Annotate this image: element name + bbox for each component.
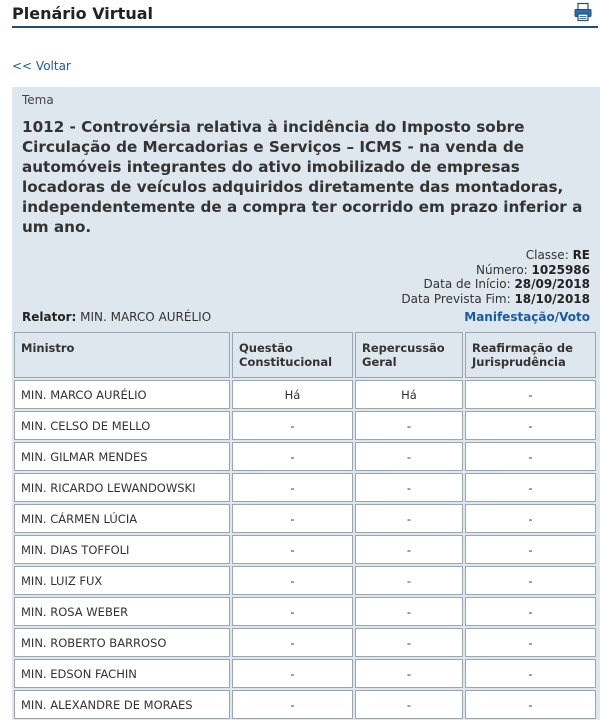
repercussao-geral-vote: Há: [355, 380, 463, 409]
ministro-name: MIN. ROSA WEBER: [14, 597, 230, 626]
questao-constitucional-vote: -: [232, 504, 353, 533]
tema-panel: [12, 87, 600, 720]
ministro-name: MIN. DIAS TOFFOLI: [14, 535, 230, 564]
relator: [22, 310, 211, 324]
print-button[interactable]: [573, 2, 593, 22]
reafirmacao-vote: -: [465, 690, 596, 719]
table-row: [14, 659, 596, 688]
relator-label: Relator:: [22, 310, 77, 324]
repercussao-geral-vote: -: [355, 690, 463, 719]
questao-constitucional-vote: -: [232, 473, 353, 502]
reafirmacao-vote: -: [465, 473, 596, 502]
classe-line: [401, 248, 590, 263]
reafirmacao-vote: -: [465, 380, 596, 409]
col-reafirmacao-jurisprudencia: Reafirmação de Jurisprudência: [465, 332, 596, 378]
tema-description: 1012 - Controvérsia relativa à incidência do Imposto sobre Circulação de Mercadorias e Serviços – ICMS - na venda de automóveis integrantes do ativo imobilizado de empresas locadoras de veículos adquiridos diretamente das montadoras, independentemente de a compra ter ocorrido em prazo inferior a um ano.: [22, 118, 583, 236]
col-ministro: Ministro: [14, 332, 230, 378]
reafirmacao-vote: -: [465, 659, 596, 688]
table-row: [14, 566, 596, 595]
questao-constitucional-vote: -: [232, 597, 353, 626]
ministro-name: MIN. RICARDO LEWANDOWSKI: [14, 473, 230, 502]
tema-label: Tema: [22, 93, 54, 107]
printer-icon: [573, 2, 593, 22]
ministro-name: MIN. GILMAR MENDES: [14, 442, 230, 471]
reafirmacao-vote: -: [465, 411, 596, 440]
votes-table: [12, 330, 598, 721]
relator-value: MIN. MARCO AURÉLIO: [80, 310, 212, 324]
questao-constitucional-vote: -: [232, 628, 353, 657]
table-row: [14, 597, 596, 626]
ministro-name: MIN. CÁRMEN LÚCIA: [14, 504, 230, 533]
numero-value: 1025986: [531, 262, 590, 277]
questao-constitucional-vote: -: [232, 442, 353, 471]
manifestacao-voto-link[interactable]: Manifestação/Voto: [464, 310, 590, 324]
classe-label: Classe:: [525, 248, 569, 262]
repercussao-geral-vote: -: [355, 535, 463, 564]
questao-constitucional-vote: -: [232, 690, 353, 719]
page-header: [0, 0, 600, 30]
fim-value: 18/10/2018: [514, 291, 590, 306]
repercussao-geral-vote: -: [355, 504, 463, 533]
table-header-row: [14, 332, 596, 378]
col-questao-constitucional: Questão Constitucional: [232, 332, 353, 378]
table-row: [14, 690, 596, 719]
questao-constitucional-vote: -: [232, 411, 353, 440]
inicio-line: [401, 277, 590, 292]
repercussao-geral-vote: -: [355, 659, 463, 688]
reafirmacao-vote: -: [465, 535, 596, 564]
repercussao-geral-vote: -: [355, 566, 463, 595]
header-divider: [12, 26, 598, 28]
inicio-label: Data de Início:: [423, 277, 511, 291]
repercussao-geral-vote: -: [355, 442, 463, 471]
page-title: Plenário Virtual: [12, 4, 153, 23]
numero-line: [401, 263, 590, 278]
repercussao-geral-vote: -: [355, 597, 463, 626]
col-repercussao-geral: Repercussão Geral: [355, 332, 463, 378]
table-row: [14, 442, 596, 471]
table-row: [14, 380, 596, 409]
reafirmacao-vote: -: [465, 442, 596, 471]
repercussao-geral-vote: -: [355, 473, 463, 502]
inicio-value: 28/09/2018: [514, 277, 590, 291]
ministro-name: MIN. ALEXANDRE DE MORAES: [14, 690, 230, 719]
fim-line: [401, 292, 590, 307]
reafirmacao-vote: -: [465, 628, 596, 657]
table-row: [14, 628, 596, 657]
table-row: [14, 535, 596, 564]
reafirmacao-vote: -: [465, 504, 596, 533]
ministro-name: MIN. EDSON FACHIN: [14, 659, 230, 688]
reafirmacao-vote: -: [465, 566, 596, 595]
repercussao-geral-vote: -: [355, 628, 463, 657]
questao-constitucional-vote: -: [232, 535, 353, 564]
ministro-name: MIN. MARCO AURÉLIO: [14, 380, 230, 409]
ministro-name: MIN. LUIZ FUX: [14, 566, 230, 595]
repercussao-geral-vote: -: [355, 411, 463, 440]
numero-label: Número:: [476, 262, 528, 277]
table-row: [14, 504, 596, 533]
process-meta: [401, 248, 590, 306]
ministro-name: MIN. CELSO DE MELLO: [14, 411, 230, 440]
back-link[interactable]: << Voltar: [12, 59, 71, 73]
table-row: [14, 411, 596, 440]
questao-constitucional-vote: -: [232, 659, 353, 688]
ministro-name: MIN. ROBERTO BARROSO: [14, 628, 230, 657]
fim-label: Data Prevista Fim:: [401, 291, 511, 306]
questao-constitucional-vote: Há: [232, 380, 353, 409]
table-row: [14, 473, 596, 502]
classe-value: RE: [572, 248, 590, 262]
reafirmacao-vote: -: [465, 597, 596, 626]
questao-constitucional-vote: -: [232, 566, 353, 595]
table-body: [14, 380, 596, 719]
